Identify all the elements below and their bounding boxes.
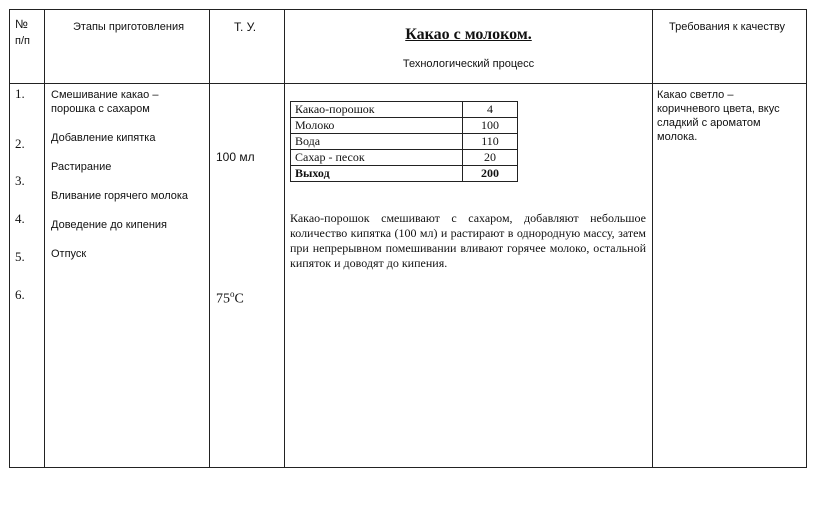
table-row-total	[291, 166, 518, 182]
col-divider-2	[209, 9, 210, 468]
row-number-1: 1.	[15, 86, 25, 101]
step-mixing-line-1: Смешивание какао –	[51, 89, 159, 101]
tu-temperature	[216, 289, 244, 308]
process-description: Какао-порошок смешивают с сахаром, добавляют небольшое количество кипятка (100 мл) и растирают в однородную массу, затем при непрерывном помешивании вливают горячее молоко, остальной кипяток и доводят до кипения.	[290, 211, 646, 270]
header-tu: Т. У.	[234, 20, 257, 34]
tu-temperature-degree: о	[230, 289, 235, 299]
header-number-sign: №	[15, 17, 28, 31]
tu-temperature-unit: С	[234, 291, 244, 307]
table-row	[291, 134, 518, 150]
header-stages: Этапы приготовления	[73, 21, 185, 33]
tu-temperature-value: 75	[216, 291, 230, 307]
ingredients-table	[290, 101, 518, 182]
table-right-border	[806, 9, 807, 468]
step-serving: Отпуск	[51, 248, 87, 260]
ingredient-value: 4	[463, 102, 518, 118]
ingredient-name: Какао-порошок	[291, 102, 463, 118]
header-number	[15, 17, 30, 47]
tu-volume: 100 мл	[216, 150, 255, 164]
page-title: Какао с молоком.	[405, 26, 532, 43]
header-quality: Требования к качеству	[669, 21, 785, 33]
row-number-6: 6.	[15, 287, 25, 302]
header-bottom-border	[9, 83, 807, 84]
ingredient-value: 100	[463, 118, 518, 134]
page-subtitle: Технологический процесс	[402, 58, 535, 70]
total-label: Выход	[291, 166, 463, 182]
row-number-5: 5.	[15, 249, 25, 264]
ingredient-name: Молоко	[291, 118, 463, 134]
step-grinding: Растирание	[51, 161, 112, 173]
table-top-border	[9, 9, 807, 10]
table-left-border	[9, 9, 10, 468]
row-number-2: 2.	[15, 136, 25, 151]
total-value: 200	[463, 166, 518, 182]
quality-description: Какао светло – коричневого цвета, вкус сладкий с ароматом молока.	[657, 89, 780, 143]
step-bring-to-boil: Доведение до кипения	[51, 219, 168, 231]
col-divider-1	[44, 9, 45, 468]
row-number-3: 3.	[15, 173, 25, 188]
ingredient-value: 110	[463, 134, 518, 150]
ingredient-name: Сахар - песок	[291, 150, 463, 166]
ingredient-name: Вода	[291, 134, 463, 150]
row-number-4: 4.	[15, 211, 25, 226]
step-mixing-line-2: порошка с сахаром	[51, 103, 150, 115]
table-row	[291, 102, 518, 118]
table-bottom-border	[9, 467, 807, 468]
table-row	[291, 150, 518, 166]
step-add-boiling-water: Добавление кипятка	[51, 132, 156, 144]
col-divider-4	[652, 9, 653, 468]
col-divider-3	[284, 9, 285, 468]
ingredient-value: 20	[463, 150, 518, 166]
table-row	[291, 118, 518, 134]
step-pour-hot-milk: Вливание горячего молока	[51, 190, 189, 202]
header-number-sub: п/п	[15, 35, 30, 47]
